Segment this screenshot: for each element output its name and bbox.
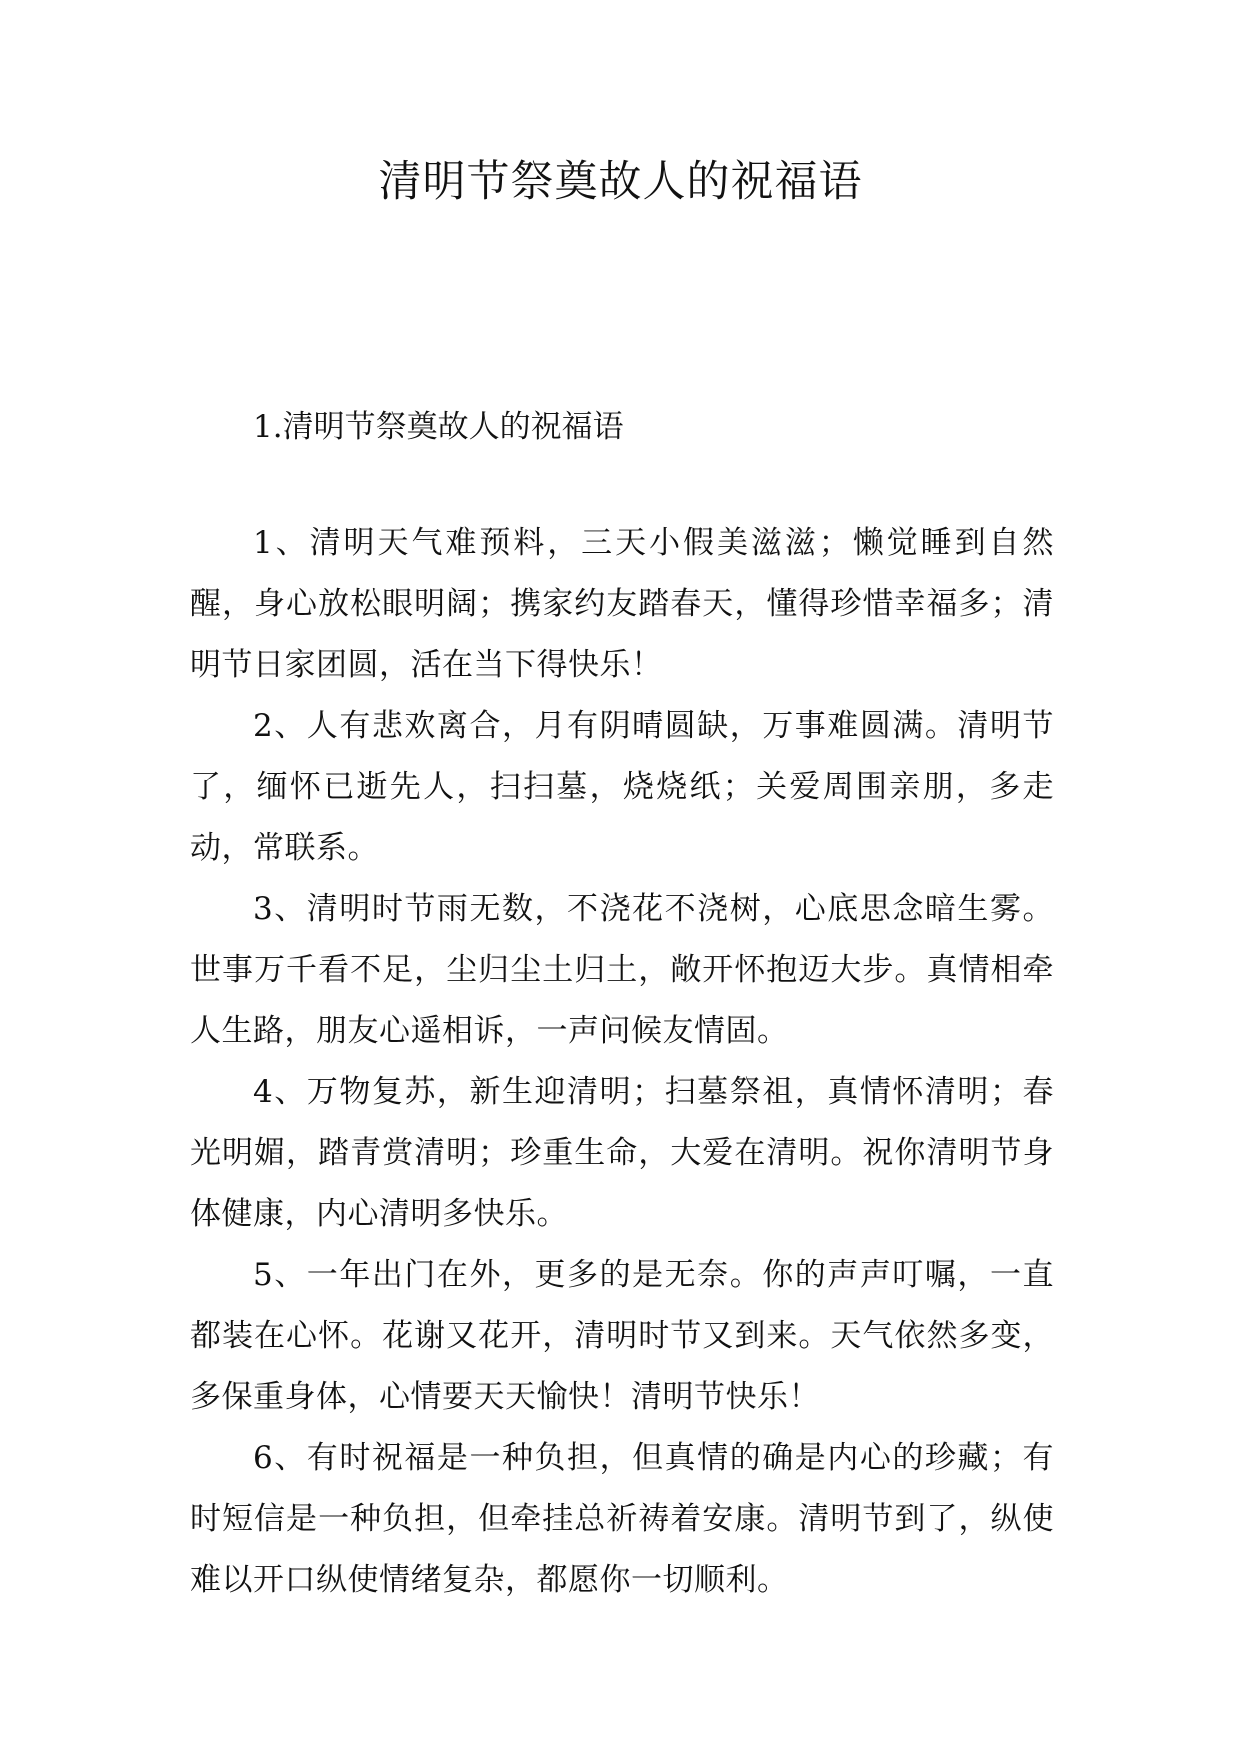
paragraph-6: 6、有时祝福是一种负担，但真情的确是内心的珍藏；有时短信是一种负担，但牵挂总祈祷着安康。清明节到了，纵使难以开口纵使情绪复杂，都愿你一切顺利。 (190, 1440, 1054, 1598)
paragraph-1: 1、清明天气难预料，三天小假美滋滋；懒觉睡到自然醒，身心放松眼明阔；携家约友踏春天，懂得珍惜幸福多；清明节日家团圆，活在当下得快乐！ (190, 525, 1054, 683)
page-title: 清明节祭奠故人的祝福语 (378, 157, 863, 207)
paragraph-3: 3、清明时节雨无数，不浇花不浇树，心底思念暗生雾。世事万千看不足，尘归尘土归土，敞开怀抱迈大步。真情相牵人生路，朋友心遥相诉，一声问候友情固。 (190, 891, 1054, 1049)
paragraph-2: 2、人有悲欢离合，月有阴晴圆缺，万事难圆满。清明节了，缅怀已逝先人，扫扫墓，烧烧纸；关爱周围亲朋，多走动，常联系。 (190, 708, 1054, 866)
paragraph-5: 5、一年出门在外，更多的是无奈。你的声声叮嘱，一直都装在心怀。花谢又花开，清明时节又到来。天气依然多变，多保重身体，心情要天天愉快！清明节快乐！ (190, 1257, 1054, 1415)
body-text (190, 513, 1054, 1611)
paragraph-4: 4、万物复苏，新生迎清明；扫墓祭祖，真情怀清明；春光明媚，踏青赏清明；珍重生命，大爱在清明。祝你清明节身体健康，内心清明多快乐。 (190, 1074, 1054, 1232)
section-heading: 1.清明节祭奠故人的祝福语 (253, 409, 624, 445)
